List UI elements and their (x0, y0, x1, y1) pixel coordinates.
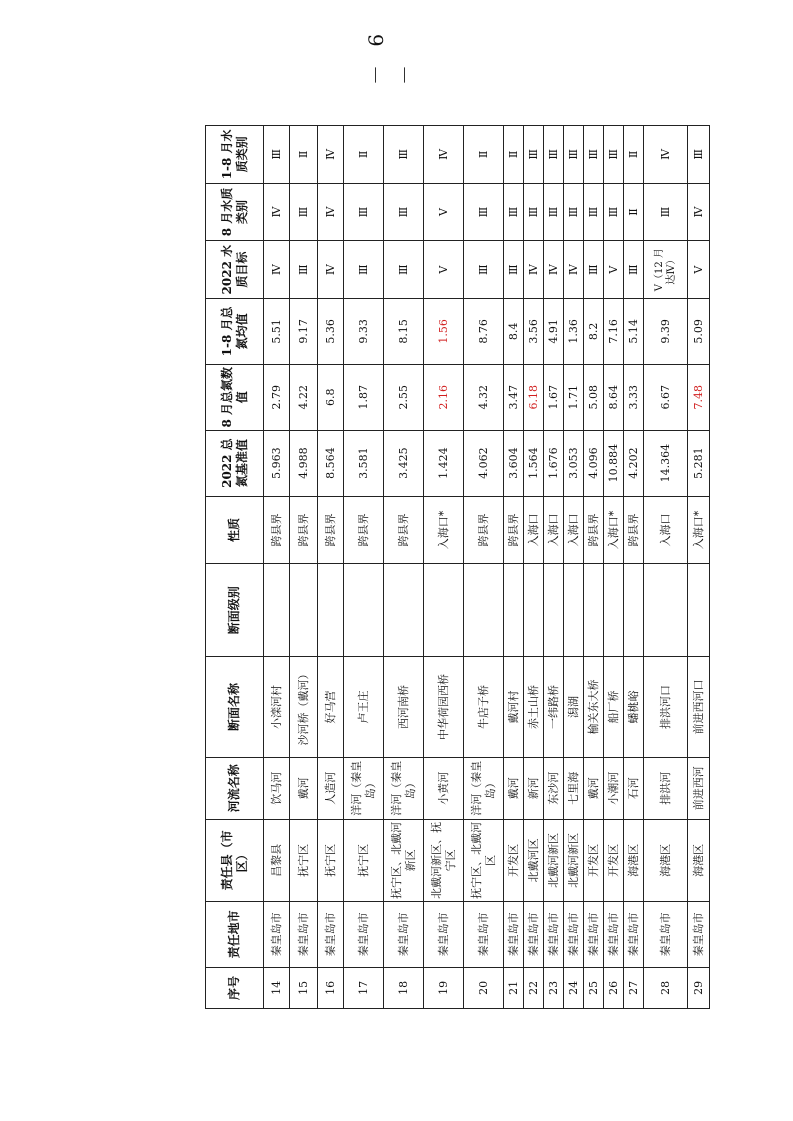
cell-river: 洋河（秦皇岛） (344, 757, 384, 819)
cell-county: 开发区 (504, 819, 524, 901)
cell-index: 19 (424, 967, 464, 1008)
table-row (504, 126, 524, 1009)
header-august-class: 8 月水质类别 (206, 183, 264, 241)
cell-index: 21 (504, 967, 524, 1008)
cell-river: 洋河（秦皇岛） (384, 757, 424, 819)
cell-city: 秦皇岛市 (344, 901, 384, 967)
cell-nature: 入海口* (688, 496, 710, 564)
cell-ytd-class: Ⅲ (264, 126, 290, 184)
cell-section: 戴河村 (504, 657, 524, 758)
cell-ytd-class: Ⅲ (384, 126, 424, 184)
cell-river: 前进西河 (688, 757, 710, 819)
cell-august-value: 1.71 (564, 364, 584, 430)
cell-index: 14 (264, 967, 290, 1008)
cell-river: 东沙河 (544, 757, 564, 819)
cell-target: Ⅳ (318, 241, 344, 299)
cell-section: 排洪河口 (644, 657, 688, 758)
cell-county: 抚宁区、北戴河新区 (384, 819, 424, 901)
cell-section: 中华荷园西桥 (424, 657, 464, 758)
cell-section-level (584, 564, 604, 657)
cell-section-level (564, 564, 584, 657)
cell-baseline: 3.053 (564, 430, 584, 496)
cell-target: Ⅳ (544, 241, 564, 299)
cell-august-value: 1.87 (344, 364, 384, 430)
cell-nature: 跨县界 (384, 496, 424, 564)
cell-ytd-class: Ⅳ (318, 126, 344, 184)
cell-baseline: 10.884 (604, 430, 624, 496)
cell-section-level (524, 564, 544, 657)
cell-section: 潟湖 (564, 657, 584, 758)
cell-target: Ⅴ (688, 241, 710, 299)
cell-baseline: 4.988 (290, 430, 318, 496)
cell-average: 3.56 (524, 298, 544, 364)
table-row (384, 126, 424, 1009)
cell-nature: 跨县界 (504, 496, 524, 564)
cell-county: 抚宁区 (344, 819, 384, 901)
cell-baseline: 4.062 (464, 430, 504, 496)
cell-river: 戴河 (290, 757, 318, 819)
cell-section: 船厂桥 (604, 657, 624, 758)
cell-ytd-class: Ⅳ (644, 126, 688, 184)
cell-august-value: 2.16 (424, 364, 464, 430)
cell-section-level (604, 564, 624, 657)
cell-baseline: 14.364 (644, 430, 688, 496)
cell-nature: 跨县界 (318, 496, 344, 564)
cell-august-value: 6.8 (318, 364, 344, 430)
cell-target: Ⅲ (624, 241, 644, 299)
cell-city: 秦皇岛市 (264, 901, 290, 967)
cell-target: Ⅲ (290, 241, 318, 299)
cell-index: 22 (524, 967, 544, 1008)
cell-county: 抚宁区、北戴河区 (464, 819, 504, 901)
cell-average: 7.16 (604, 298, 624, 364)
cell-august-value: 7.48 (688, 364, 710, 430)
cell-city: 秦皇岛市 (424, 901, 464, 967)
cell-ytd-class: Ⅲ (584, 126, 604, 184)
table-row (688, 126, 710, 1009)
water-quality-table (205, 125, 710, 1009)
cell-target: Ⅲ (504, 241, 524, 299)
cell-average: 8.4 (504, 298, 524, 364)
cell-average: 5.51 (264, 298, 290, 364)
cell-august-value: 4.22 (290, 364, 318, 430)
cell-nature: 跨县界 (264, 496, 290, 564)
cell-section: 前进西河口 (688, 657, 710, 758)
table-row (624, 126, 644, 1009)
cell-nature: 入海口 (644, 496, 688, 564)
cell-section: 蟠桃峪 (624, 657, 644, 758)
cell-section-level (644, 564, 688, 657)
cell-target: Ⅲ (464, 241, 504, 299)
cell-nature: 跨县界 (344, 496, 384, 564)
cell-august-class: Ⅲ (524, 183, 544, 241)
cell-section-level (688, 564, 710, 657)
cell-nature: 入海口* (604, 496, 624, 564)
cell-august-value: 6.67 (644, 364, 688, 430)
cell-section-level (318, 564, 344, 657)
cell-target: Ⅴ (424, 241, 464, 299)
table-row (290, 126, 318, 1009)
cell-august-class: Ⅱ (624, 183, 644, 241)
cell-august-class: Ⅲ (384, 183, 424, 241)
cell-city: 秦皇岛市 (624, 901, 644, 967)
cell-ytd-class: Ⅲ (544, 126, 564, 184)
cell-county: 开发区 (604, 819, 624, 901)
header-ytd-class: 1-8 月水质类别 (206, 126, 264, 184)
cell-county: 海港区 (624, 819, 644, 901)
cell-section-level (464, 564, 504, 657)
cell-city: 秦皇岛市 (544, 901, 564, 967)
table-row (544, 126, 564, 1009)
cell-river: 洋河（秦皇岛） (464, 757, 504, 819)
cell-county: 北戴河区 (524, 819, 544, 901)
cell-nature: 跨县界 (464, 496, 504, 564)
cell-city: 秦皇岛市 (644, 901, 688, 967)
cell-baseline: 5.281 (688, 430, 710, 496)
cell-index: 17 (344, 967, 384, 1008)
cell-ytd-class: Ⅱ (464, 126, 504, 184)
cell-august-class: Ⅴ (424, 183, 464, 241)
cell-august-value: 4.32 (464, 364, 504, 430)
cell-section: 榆关东大桥 (584, 657, 604, 758)
cell-august-class: Ⅲ (544, 183, 564, 241)
cell-average: 8.2 (584, 298, 604, 364)
cell-average: 8.15 (384, 298, 424, 364)
table-row (464, 126, 504, 1009)
cell-august-class: Ⅳ (264, 183, 290, 241)
table-row (584, 126, 604, 1009)
cell-baseline: 4.096 (584, 430, 604, 496)
cell-august-value: 3.47 (504, 364, 524, 430)
table-row (424, 126, 464, 1009)
cell-section-level (290, 564, 318, 657)
table-body (264, 126, 710, 1009)
cell-average: 8.76 (464, 298, 504, 364)
cell-river: 排洪河 (644, 757, 688, 819)
cell-section: 牛店子桥 (464, 657, 504, 758)
cell-baseline: 4.202 (624, 430, 644, 496)
cell-baseline: 5.963 (264, 430, 290, 496)
table-row (604, 126, 624, 1009)
cell-august-class: Ⅲ (290, 183, 318, 241)
cell-city: 秦皇岛市 (584, 901, 604, 967)
cell-index: 20 (464, 967, 504, 1008)
cell-august-class: Ⅳ (688, 183, 710, 241)
cell-average: 5.09 (688, 298, 710, 364)
cell-river: 新河 (524, 757, 544, 819)
cell-section-level (624, 564, 644, 657)
cell-average: 5.36 (318, 298, 344, 364)
cell-august-class: Ⅲ (564, 183, 584, 241)
header-river: 河流名称 (206, 757, 264, 819)
cell-baseline: 1.424 (424, 430, 464, 496)
cell-city: 秦皇岛市 (384, 901, 424, 967)
cell-baseline: 3.604 (504, 430, 524, 496)
cell-section-level (504, 564, 524, 657)
cell-nature: 跨县界 (624, 496, 644, 564)
cell-average: 5.14 (624, 298, 644, 364)
cell-baseline: 1.676 (544, 430, 564, 496)
cell-section: 卢王庄 (344, 657, 384, 758)
cell-ytd-class: Ⅱ (504, 126, 524, 184)
cell-average: 4.91 (544, 298, 564, 364)
cell-city: 秦皇岛市 (688, 901, 710, 967)
cell-nature: 跨县界 (290, 496, 318, 564)
cell-index: 23 (544, 967, 564, 1008)
cell-index: 27 (624, 967, 644, 1008)
cell-river: 小潮河 (604, 757, 624, 819)
header-nature: 性质 (206, 496, 264, 564)
cell-average: 1.56 (424, 298, 464, 364)
cell-county: 北戴河新区 (544, 819, 564, 901)
header-target: 2022 水质目标 (206, 241, 264, 299)
header-city: 责任地市 (206, 901, 264, 967)
header-baseline: 2022 总氮基准值 (206, 430, 264, 496)
cell-index: 24 (564, 967, 584, 1008)
cell-section: 沙河桥（戴河） (290, 657, 318, 758)
page-number: － 6 － (364, 27, 417, 85)
cell-index: 28 (644, 967, 688, 1008)
cell-target: Ⅳ (264, 241, 290, 299)
cell-section-level (424, 564, 464, 657)
cell-index: 29 (688, 967, 710, 1008)
cell-city: 秦皇岛市 (318, 901, 344, 967)
cell-county: 开发区 (584, 819, 604, 901)
cell-nature: 入海口 (524, 496, 544, 564)
cell-average: 9.39 (644, 298, 688, 364)
cell-august-class: Ⅲ (504, 183, 524, 241)
cell-ytd-class: Ⅱ (344, 126, 384, 184)
cell-august-class: Ⅳ (318, 183, 344, 241)
cell-average: 9.17 (290, 298, 318, 364)
cell-baseline: 3.581 (344, 430, 384, 496)
cell-august-value: 5.08 (584, 364, 604, 430)
cell-nature: 入海口* (424, 496, 464, 564)
cell-river: 石河 (624, 757, 644, 819)
cell-county: 抚宁区 (318, 819, 344, 901)
cell-august-value: 2.55 (384, 364, 424, 430)
cell-ytd-class: Ⅳ (424, 126, 464, 184)
cell-ytd-class: Ⅲ (564, 126, 584, 184)
cell-august-value: 3.33 (624, 364, 644, 430)
cell-county: 北戴河新区 (564, 819, 584, 901)
header-index: 序号 (206, 967, 264, 1008)
table-row (264, 126, 290, 1009)
cell-average: 9.33 (344, 298, 384, 364)
cell-river: 戴河 (504, 757, 524, 819)
cell-river: 小黄河 (424, 757, 464, 819)
cell-nature: 跨县界 (584, 496, 604, 564)
cell-baseline: 3.425 (384, 430, 424, 496)
cell-county: 北戴河新区、抚宁区 (424, 819, 464, 901)
cell-river: 七里海 (564, 757, 584, 819)
cell-target: Ⅲ (384, 241, 424, 299)
cell-section: 小滦河村 (264, 657, 290, 758)
cell-average: 1.36 (564, 298, 584, 364)
header-county: 责任县（市区） (206, 819, 264, 901)
cell-ytd-class: Ⅲ (604, 126, 624, 184)
cell-section-level (384, 564, 424, 657)
cell-baseline: 8.564 (318, 430, 344, 496)
header-section: 断面名称 (206, 657, 264, 758)
cell-august-class: Ⅲ (464, 183, 504, 241)
cell-section-level (264, 564, 290, 657)
table-header-row (206, 126, 264, 1009)
cell-river: 戴河 (584, 757, 604, 819)
cell-august-value: 6.18 (524, 364, 544, 430)
cell-target: Ⅳ (564, 241, 584, 299)
cell-ytd-class: Ⅱ (624, 126, 644, 184)
cell-city: 秦皇岛市 (464, 901, 504, 967)
cell-section: 一纬路桥 (544, 657, 564, 758)
header-section-level: 断面级别 (206, 564, 264, 657)
table-row (644, 126, 688, 1009)
cell-section: 赤土山桥 (524, 657, 544, 758)
cell-index: 18 (384, 967, 424, 1008)
table-row (564, 126, 584, 1009)
cell-target: Ⅴ（12 月达Ⅳ） (644, 241, 688, 299)
cell-august-value: 2.79 (264, 364, 290, 430)
cell-county: 抚宁区 (290, 819, 318, 901)
cell-city: 秦皇岛市 (524, 901, 544, 967)
cell-index: 15 (290, 967, 318, 1008)
cell-index: 26 (604, 967, 624, 1008)
cell-target: Ⅲ (584, 241, 604, 299)
cell-section: 西河南桥 (384, 657, 424, 758)
cell-section: 好马营 (318, 657, 344, 758)
cell-august-value: 1.67 (544, 364, 564, 430)
cell-nature: 入海口 (544, 496, 564, 564)
cell-ytd-class: Ⅱ (290, 126, 318, 184)
table-row (344, 126, 384, 1009)
cell-august-class: Ⅲ (584, 183, 604, 241)
cell-ytd-class: Ⅲ (524, 126, 544, 184)
cell-nature: 入海口 (564, 496, 584, 564)
table-row (318, 126, 344, 1009)
cell-ytd-class: Ⅲ (688, 126, 710, 184)
cell-city: 秦皇岛市 (604, 901, 624, 967)
cell-county: 海港区 (644, 819, 688, 901)
cell-august-class: Ⅲ (344, 183, 384, 241)
cell-county: 海港区 (688, 819, 710, 901)
header-august-value: 8 月总氮数值 (206, 364, 264, 430)
cell-section-level (344, 564, 384, 657)
cell-baseline: 1.564 (524, 430, 544, 496)
cell-city: 秦皇岛市 (564, 901, 584, 967)
cell-august-class: Ⅲ (644, 183, 688, 241)
cell-city: 秦皇岛市 (290, 901, 318, 967)
cell-city: 秦皇岛市 (504, 901, 524, 967)
cell-section-level (544, 564, 564, 657)
cell-august-class: Ⅲ (604, 183, 624, 241)
cell-county: 昌黎县 (264, 819, 290, 901)
cell-index: 25 (584, 967, 604, 1008)
cell-target: Ⅳ (524, 241, 544, 299)
table-row (524, 126, 544, 1009)
cell-river: 人造河 (318, 757, 344, 819)
cell-target: Ⅴ (604, 241, 624, 299)
cell-august-value: 8.64 (604, 364, 624, 430)
header-average: 1-8 月总氮均值 (206, 298, 264, 364)
cell-target: Ⅲ (344, 241, 384, 299)
cell-index: 16 (318, 967, 344, 1008)
cell-river: 饮马河 (264, 757, 290, 819)
